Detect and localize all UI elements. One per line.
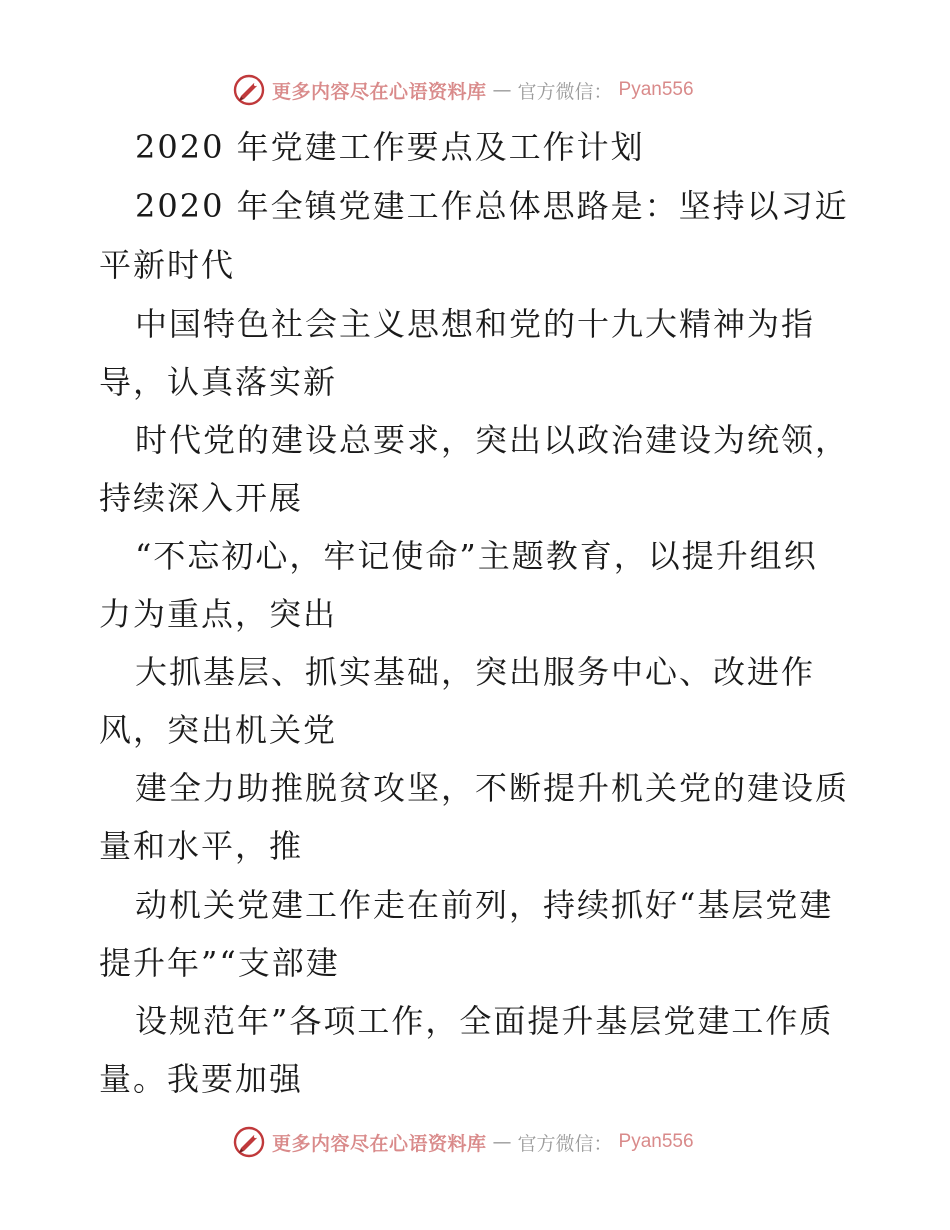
paragraph-line: 风，突出机关党 bbox=[99, 711, 338, 749]
watermark-separator: — bbox=[492, 1131, 512, 1153]
document-title: 2020 年党建工作要点及工作计划 bbox=[135, 128, 645, 166]
paragraph-line: 量和水平，推 bbox=[99, 827, 304, 865]
paragraph-line: 大抓基层、抓实基础，突出服务中心、改进作 bbox=[135, 653, 816, 691]
watermark-wechat-id: Pyan556 bbox=[618, 1131, 694, 1152]
ink-pen-logo-icon bbox=[232, 1125, 266, 1159]
watermark-banner-bottom bbox=[232, 1122, 694, 1162]
watermark-wechat-label: 官方微信： bbox=[517, 80, 613, 103]
paragraph-line: 动机关党建工作走在前列，持续抓好“基层党建 bbox=[135, 886, 834, 924]
paragraph-line: 持续深入开展 bbox=[99, 479, 304, 517]
paragraph-line: 平新时代 bbox=[99, 246, 236, 284]
watermark-wechat-id: Pyan556 bbox=[618, 79, 694, 100]
watermark-banner-top bbox=[232, 70, 694, 110]
paragraph-line: 设规范年”各项工作，全面提升基层党建工作质 bbox=[135, 1002, 834, 1040]
paragraph-line: 力为重点，突出 bbox=[99, 595, 338, 633]
paragraph-line: 时代党的建设总要求，突出以政治建设为统领， bbox=[135, 421, 850, 459]
paragraph-line: 建全力助推脱贫攻坚，不断提升机关党的建设质 bbox=[135, 769, 850, 807]
paragraph-line: 量。我要加强 bbox=[99, 1060, 304, 1098]
paragraph-line: 中国特色社会主义思想和党的十九大精神为指 bbox=[135, 305, 816, 343]
watermark-wechat-label: 官方微信： bbox=[517, 1132, 613, 1155]
paragraph-line: 提升年”“支部建 bbox=[99, 944, 340, 982]
watermark-brand: 更多内容尽在心语资料库 bbox=[272, 80, 487, 103]
paragraph-line: 导，认真落实新 bbox=[99, 363, 338, 401]
paragraph-line: 2020 年全镇党建工作总体思路是：坚持以习近 bbox=[135, 187, 849, 225]
watermark-brand: 更多内容尽在心语资料库 bbox=[272, 1132, 487, 1155]
ink-pen-logo-icon bbox=[232, 73, 266, 107]
watermark-separator: — bbox=[492, 79, 512, 101]
paragraph-line: “不忘初心，牢记使命”主题教育，以提升组织 bbox=[135, 537, 818, 575]
